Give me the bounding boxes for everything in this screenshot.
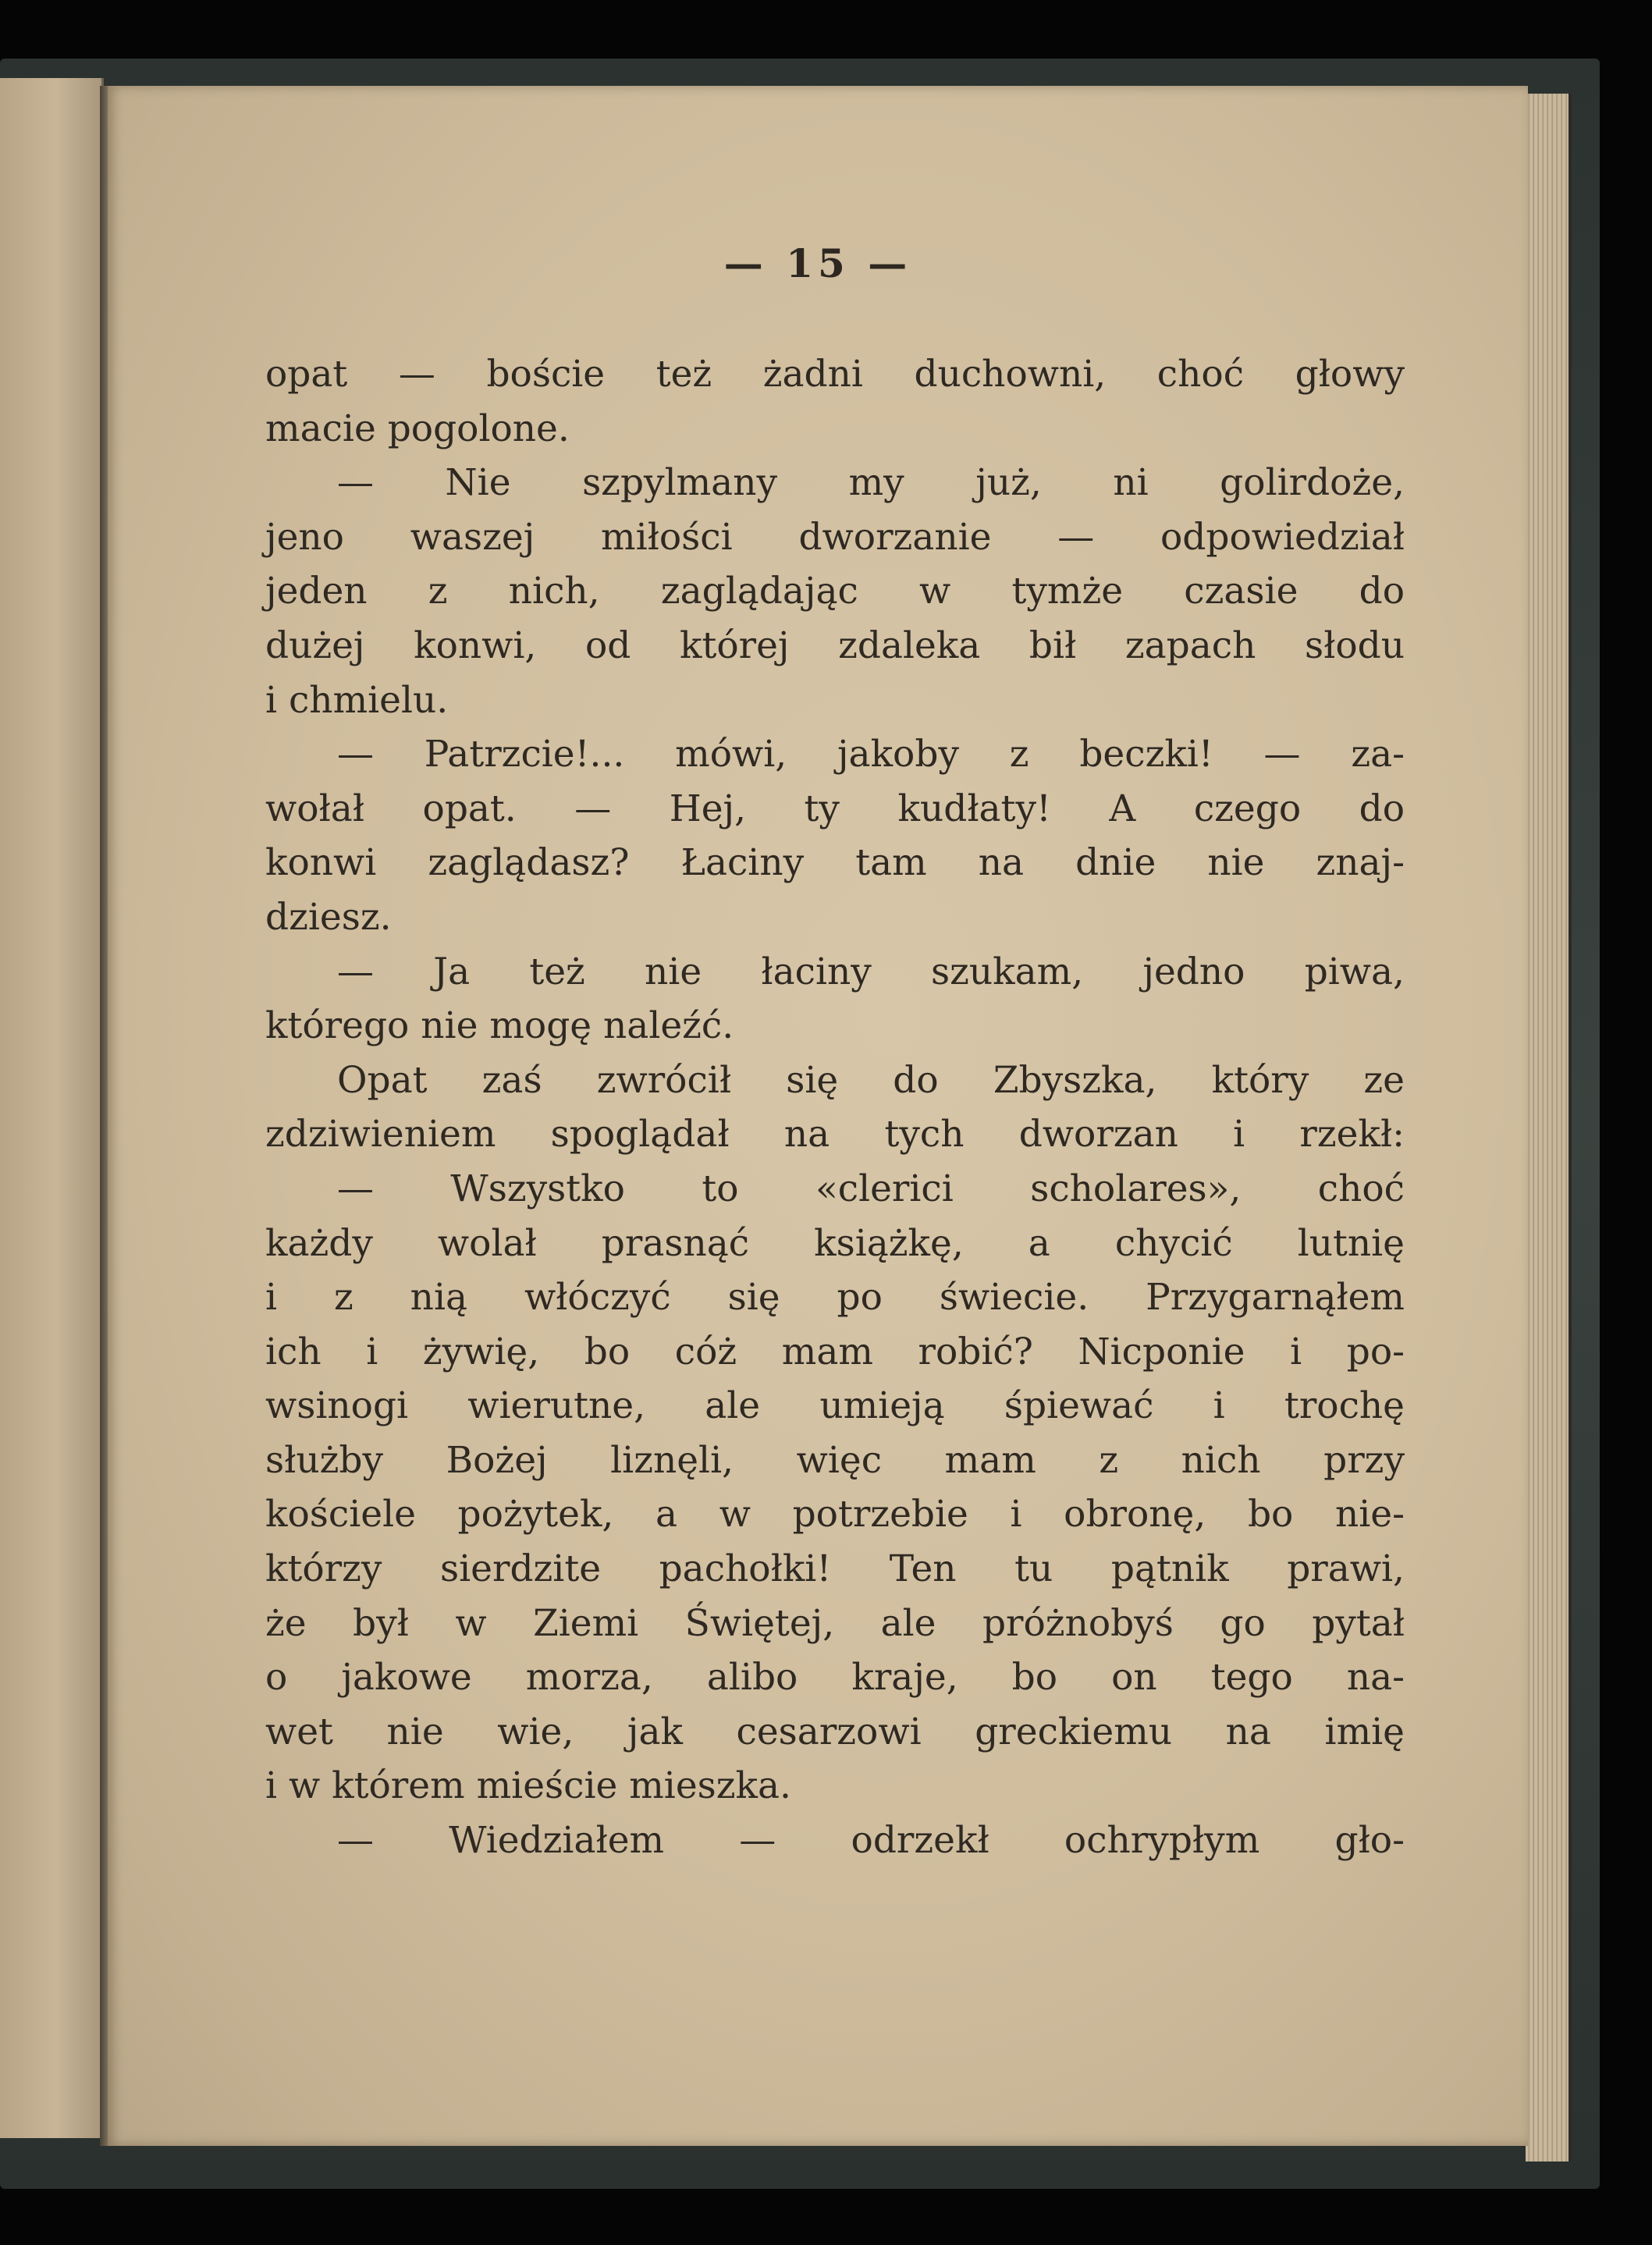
text-line: — Patrzcie!... mówi, jakoby z beczki! — za- <box>337 733 1405 776</box>
text-line: dużej konwi, od której zdaleka bił zapach słodu <box>265 623 1405 667</box>
text-line: wołał opat. — Hej, ty kudłaty! A czego do <box>265 787 1405 830</box>
text-line: wsinogi wierutne, ale umieją śpiewać i trochę <box>265 1384 1405 1428</box>
text-line: wet nie wie, jak cesarzowi greckiemu na imię <box>265 1710 1405 1753</box>
text-line: którzy sierdzite pachołki! Ten tu pątnik prawi, <box>265 1547 1405 1591</box>
book-page <box>108 86 1528 2146</box>
text-line: i chmielu. <box>265 678 449 722</box>
text-line: każdy wolał prasnąć książkę, a chycić lutnię <box>265 1221 1405 1265</box>
text-line: jeden z nich, zaglądając w tymże czasie do <box>265 570 1405 613</box>
text-line: dziesz. <box>265 895 392 939</box>
text-line: macie pogolone. <box>265 407 570 450</box>
text-line: że był w Ziemi Świętej, ale próżnobyś go pytał <box>265 1601 1405 1645</box>
text-line: i z nią włóczyć się po świecie. Przygarnąłem <box>265 1276 1405 1320</box>
page-text <box>265 347 1405 1868</box>
text-line: służby Bożej liznęli, więc mam z nich przy <box>265 1438 1405 1482</box>
previous-page-edge <box>0 78 104 2138</box>
text-line: ich i żywię, bo cóż mam robić? Nicponie i po- <box>265 1330 1405 1373</box>
text-line: i w którem mieście mieszka. <box>265 1764 791 1808</box>
text-line: — Wiedziałem — odrzekł ochrypłym gło- <box>337 1819 1405 1863</box>
page-stack-edge <box>1526 94 1572 2162</box>
text-line: konwi zaglądasz? Łaciny tam na dnie nie znaj- <box>265 841 1405 885</box>
text-line: kościele pożytek, a w potrzebie i obronę, bo nie- <box>265 1493 1405 1536</box>
text-line: zdziwieniem spoglądał na tych dworzan i rzekł: <box>265 1113 1405 1156</box>
page-number: — 15 — <box>723 240 912 286</box>
text-line: którego nie mogę naleźć. <box>265 1004 734 1048</box>
text-line: o jakowe morza, alibo kraje, bo on tego na- <box>265 1656 1405 1700</box>
text-line: opat — boście też żadni duchowni, choć głowy <box>265 353 1405 396</box>
text-line: — Ja też nie łaciny szukam, jedno piwa, <box>337 950 1405 993</box>
text-line: Opat zaś zwrócił się do Zbyszka, który ze <box>337 1058 1405 1102</box>
text-line: — Nie szpylmany my już, ni golirdoże, <box>337 461 1405 505</box>
text-line: — Wszystko to «clerici scholares», choć <box>337 1167 1405 1210</box>
text-line: jeno waszej miłości dworzanie — odpowiedział <box>265 515 1405 559</box>
